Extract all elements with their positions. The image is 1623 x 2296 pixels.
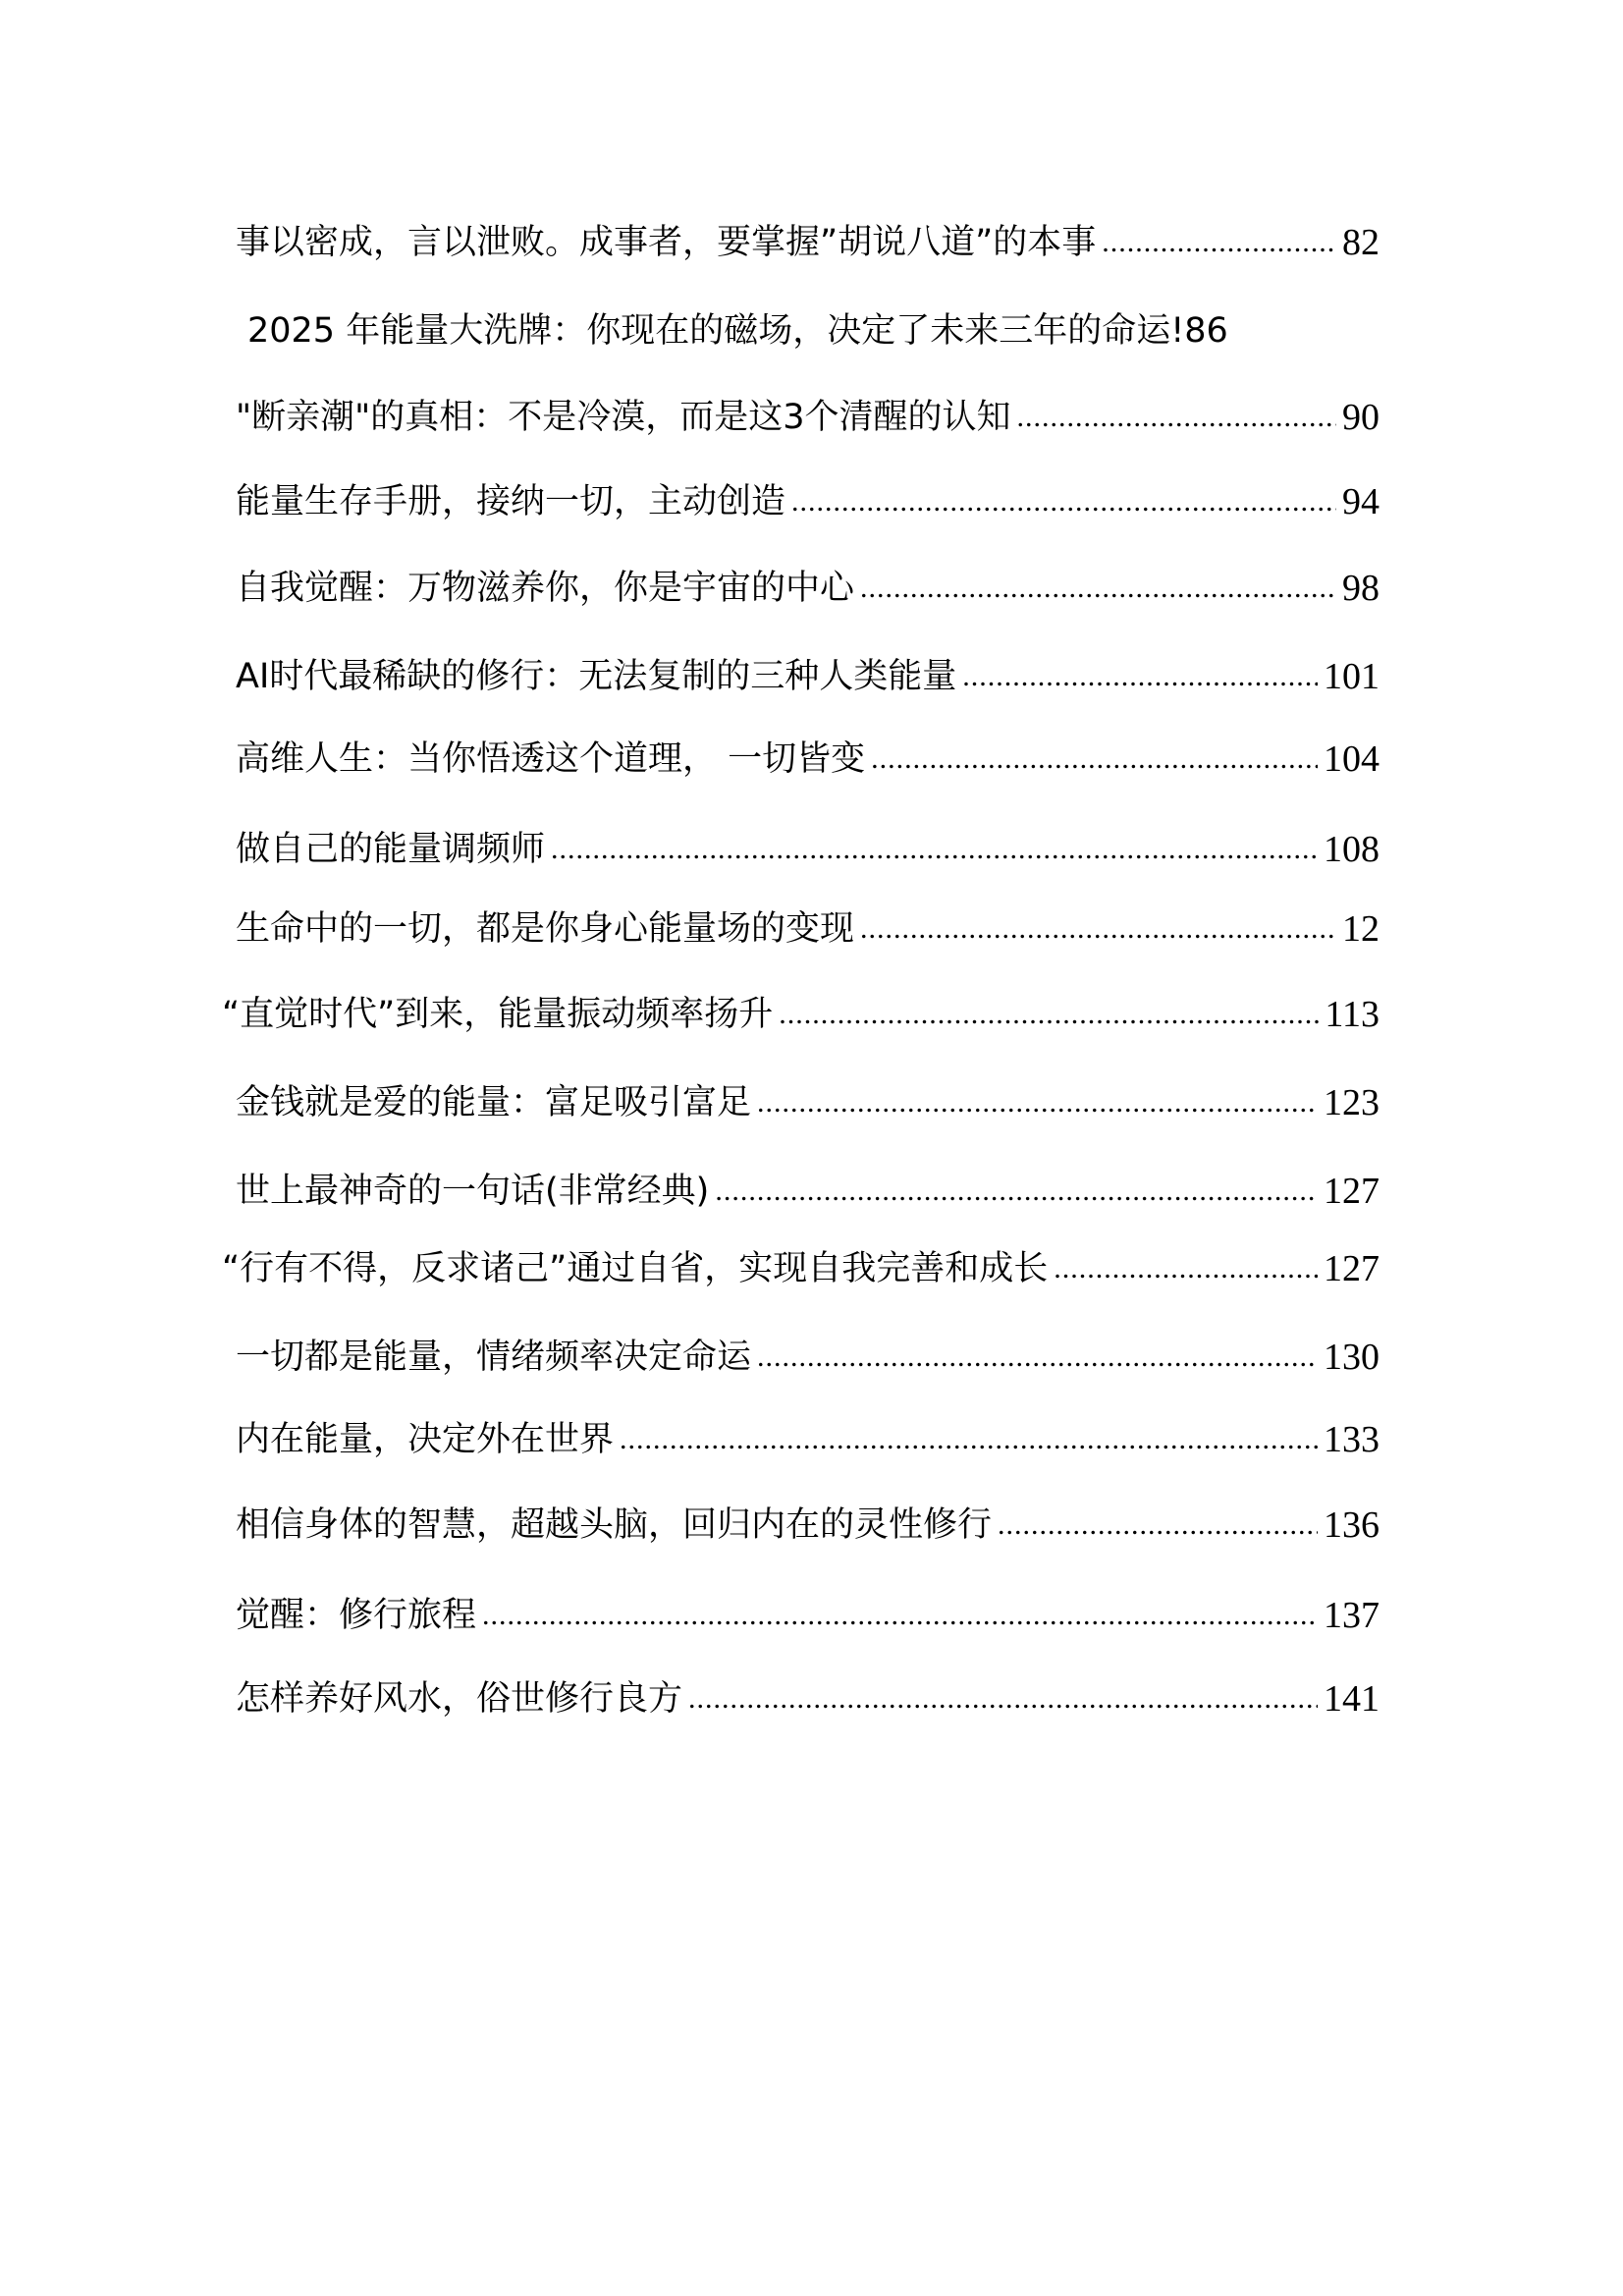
toc-entry-page: 82 [1342,222,1380,263]
toc-entry-title: 相信身体的智慧，超越头脑，回归内在的灵性修行 [236,1505,993,1545]
toc-entry-title: 金钱就是爱的能量：富足吸引富足 [236,1083,752,1122]
toc-entry-page: 113 [1325,994,1380,1035]
toc-entry-title: 做自己的能量调频师 [236,830,546,869]
toc-entry[interactable] [236,218,1380,267]
toc-entry[interactable] [222,1244,1380,1293]
dot-leader [620,1415,1318,1464]
toc-entry-title: 一切都是能量，情绪频率决定命运 [236,1338,752,1377]
toc-entry[interactable] [222,990,1380,1039]
toc-entry-page: 123 [1324,1082,1380,1123]
toc-entry-title: 自我觉醒：万物滋养你，你是宇宙的中心 [236,569,855,608]
toc-entry-page: 98 [1342,568,1380,609]
dot-leader [482,1591,1318,1640]
dot-leader [1016,393,1336,442]
toc-entry-page: 86 [1184,311,1228,351]
toc-entry[interactable] [236,1674,1380,1723]
dot-leader [779,990,1319,1039]
toc-entry[interactable] [247,306,1391,355]
toc-entry-title: 觉醒：修行旅程 [236,1596,477,1635]
toc-entry[interactable] [236,1167,1380,1216]
toc-entry-title: 内在能量，决定外在世界 [236,1420,615,1459]
toc-entry[interactable] [236,564,1380,613]
toc-entry-title: 世上最神奇的一句话(非常经典) [236,1172,710,1211]
dot-leader [791,477,1336,526]
toc-entry-page: 127 [1324,1171,1380,1212]
toc-entry-page: 133 [1324,1419,1380,1460]
toc-entry-title: AI时代最稀缺的修行：无法复制的三种人类能量 [236,657,957,696]
toc-entry-page: 108 [1324,829,1380,870]
toc-entry[interactable] [236,1333,1380,1382]
dot-leader [715,1167,1318,1216]
dot-leader [757,1078,1318,1127]
toc-entry-page: 12 [1342,908,1380,950]
toc-entry[interactable] [236,477,1380,526]
dot-leader [998,1501,1318,1550]
toc-entry-title: “行有不得，反求诸己”通过自省，实现自我完善和成长 [222,1249,1049,1288]
toc-entry-title: “直觉时代”到来，能量振动频率扬升 [222,995,774,1034]
toc-entry-page: 90 [1342,397,1380,438]
toc-entry-title: 事以密成，言以泄败。成事者，要掌握”胡说八道”的本事 [236,223,1097,262]
toc-entry[interactable] [236,652,1380,701]
toc-entry-title: 2025 年能量大洗牌：你现在的磁场，决定了未来三年的命运! [247,311,1185,351]
dot-leader [757,1333,1318,1382]
toc-entry[interactable] [236,1078,1380,1127]
toc-entry-title: 生命中的一切，都是你身心能量场的变现 [236,909,855,949]
dot-leader [551,825,1318,874]
dot-leader [1102,218,1336,267]
toc-entry[interactable] [236,825,1380,874]
dot-leader [860,564,1336,613]
toc-entry[interactable] [236,1591,1380,1640]
dot-leader [871,735,1318,784]
toc-entry[interactable] [236,393,1380,442]
dot-leader [1054,1244,1318,1293]
toc-entry-page: 101 [1324,656,1380,697]
toc-entry-page: 137 [1324,1595,1380,1636]
toc-entry[interactable] [236,904,1380,954]
dot-leader [962,652,1318,701]
toc-entry-page: 141 [1324,1678,1380,1720]
toc-entry-title: 怎样养好风水，俗世修行良方 [236,1679,683,1719]
toc-entry-title: 能量生存手册，接纳一切，主动创造 [236,482,786,521]
toc-entry-page: 130 [1324,1337,1380,1378]
toc-entry[interactable] [236,1415,1380,1464]
dot-leader [860,904,1336,954]
toc-entry[interactable] [236,1501,1380,1550]
toc-entry-page: 104 [1324,738,1380,780]
toc-entry-title: 高维人生：当你悟透这个道理， 一切皆变 [236,739,866,779]
toc-entry-page: 136 [1324,1504,1380,1546]
toc-entry-title: "断亲潮"的真相：不是冷漠，而是这3个清醒的认知 [236,398,1011,437]
dot-leader [688,1674,1318,1723]
toc-entry-page: 94 [1342,481,1380,522]
toc-entry-page: 127 [1324,1248,1380,1289]
toc-entry[interactable] [236,735,1380,784]
